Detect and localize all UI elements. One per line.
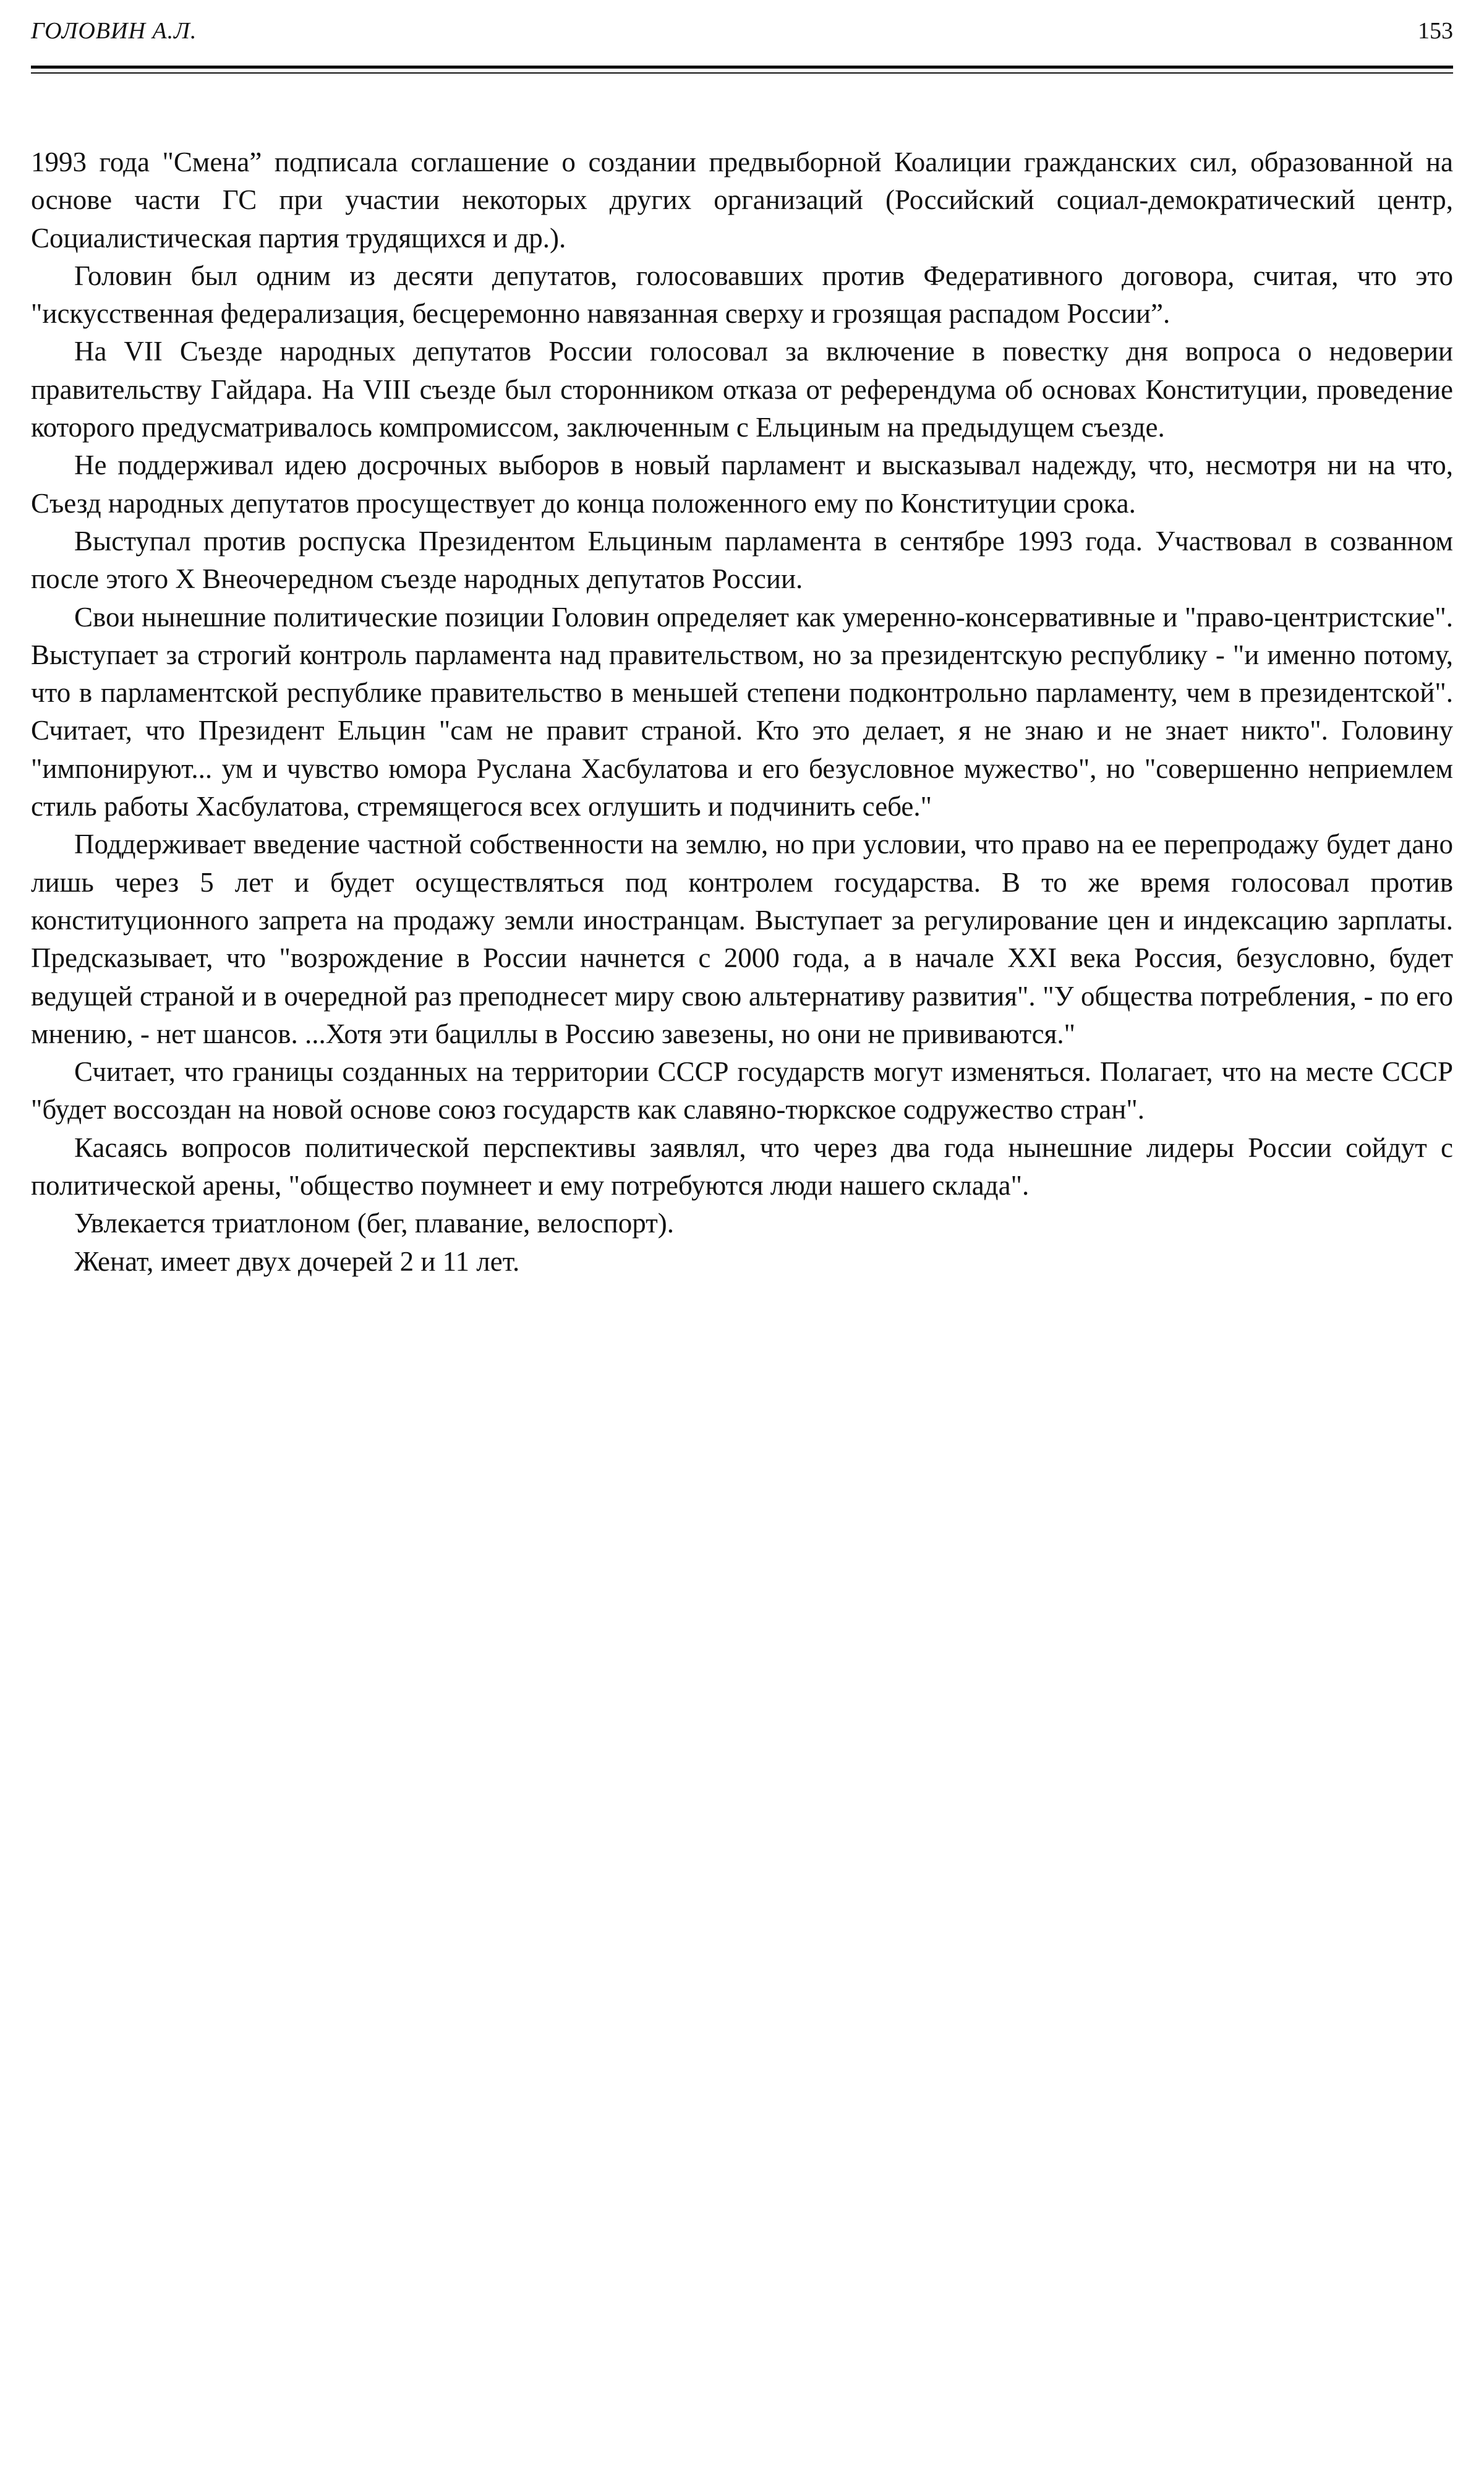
paragraph-early-elections: Не поддерживал идею досрочных выборов в новый парламент и высказывал надежду, что, несмотря ни на что, Съезд народных депутатов просуществует до конца положенного ему по Конституции срока. <box>31 450 1453 519</box>
header-author: ГОЛОВИН А.Л. <box>31 18 197 44</box>
document-page <box>31 0 1453 2492</box>
paragraph-political-perspective: Касаясь вопросов политической перспективы заявлял, что через два года нынешние лидеры России сойдут с политической арены, "общество поумнеет и ему потребуются люди нашего склада". <box>31 1132 1453 1201</box>
paragraph-continuation: 1993 года "Смена” подписала соглашение о создании предвыборной Коалиции гражданских сил, образованной на основе части ГС при участии некоторых других организаций (Российский социал-демократический центр, Социалистическая партия трудящихся и др.). <box>31 147 1453 254</box>
paragraph-federative-treaty: Головин был одним из десяти депутатов, голосовавших против Федеративного договора, считая, что это "искусственная федерализация, бесцеремонно навязанная сверху и грозящая распадом России”. <box>31 260 1453 330</box>
paragraph-dissolution: Выступал против роспуска Президентом Ельциным парламента в сентябре 1993 года. Участвовал в созванном после этого X Внеочередном съезде народных депутатов России. <box>31 525 1453 595</box>
page-number: 153 <box>1418 18 1453 44</box>
running-header <box>31 17 1453 54</box>
paragraph-family: Женат, имеет двух дочерей 2 и 11 лет. <box>74 1245 520 1277</box>
header-rule-thick <box>31 66 1453 69</box>
paragraph-political-positions: Свои нынешние политические позиции Головин определяет как умеренно-консервативные и "право-центристские". Выступает за строгий контроль парламента над правительством, но за президентскую республику - "и именно потому, что в парламентской республике правительство в меньшей степени подконтрольно парламенту, чем в президентской". Считает, что Президент Ельцин "сам не правит страной. Кто это делает, я не знаю и не знает никто". Головину "импонируют... ум и чувство юмора Руслана Хасбулатова и его безусловное мужество", но "совершенно неприемлем стиль работы Хасбулатова, стремящегося всех оглушить и подчинить себе." <box>31 601 1453 822</box>
paragraph-ussr-borders: Считает, что границы созданных на территории СССР государств могут изменяться. Полагает, что на месте СССР "будет воссоздан на новой основе союз государств как славяно-тюркское содружество стран". <box>31 1056 1453 1125</box>
header-rule-thin <box>31 72 1453 74</box>
paragraph-hobbies: Увлекается триатлоном (бег, плавание, велоспорт). <box>74 1208 675 1239</box>
paragraph-congress-votes: На VII Съезде народных депутатов России голосовал за включение в повестку дня вопроса о недоверии правительству Гайдара. На VIII съезде был сторонником отказа от референдума об основах Конституции, проведение которого предусматривалось компромиссом, заключенным с Ельциным на предыдущем съезде. <box>31 336 1453 443</box>
body-text <box>31 143 1453 1281</box>
paragraph-land-ownership: Поддерживает введение частной собственности на землю, но при условии, что право на ее перепродажу будет дано лишь через 5 лет и будет осуществляться под контролем государства. В то же время голосовал против конституционного запрета на продажу земли иностранцам. Выступает за регулирование цен и индексацию зарплаты. Предсказывает, что "возрождение в России начнется с 2000 года, а в начале XXI века Россия, безусловно, будет ведущей страной и в очередной раз преподнесет миру свою альтернативу развития". "У общества потребления, - по его мнению, - нет шансов. ...Хотя эти бациллы в Россию завезены, но они не прививаются." <box>31 829 1453 1049</box>
